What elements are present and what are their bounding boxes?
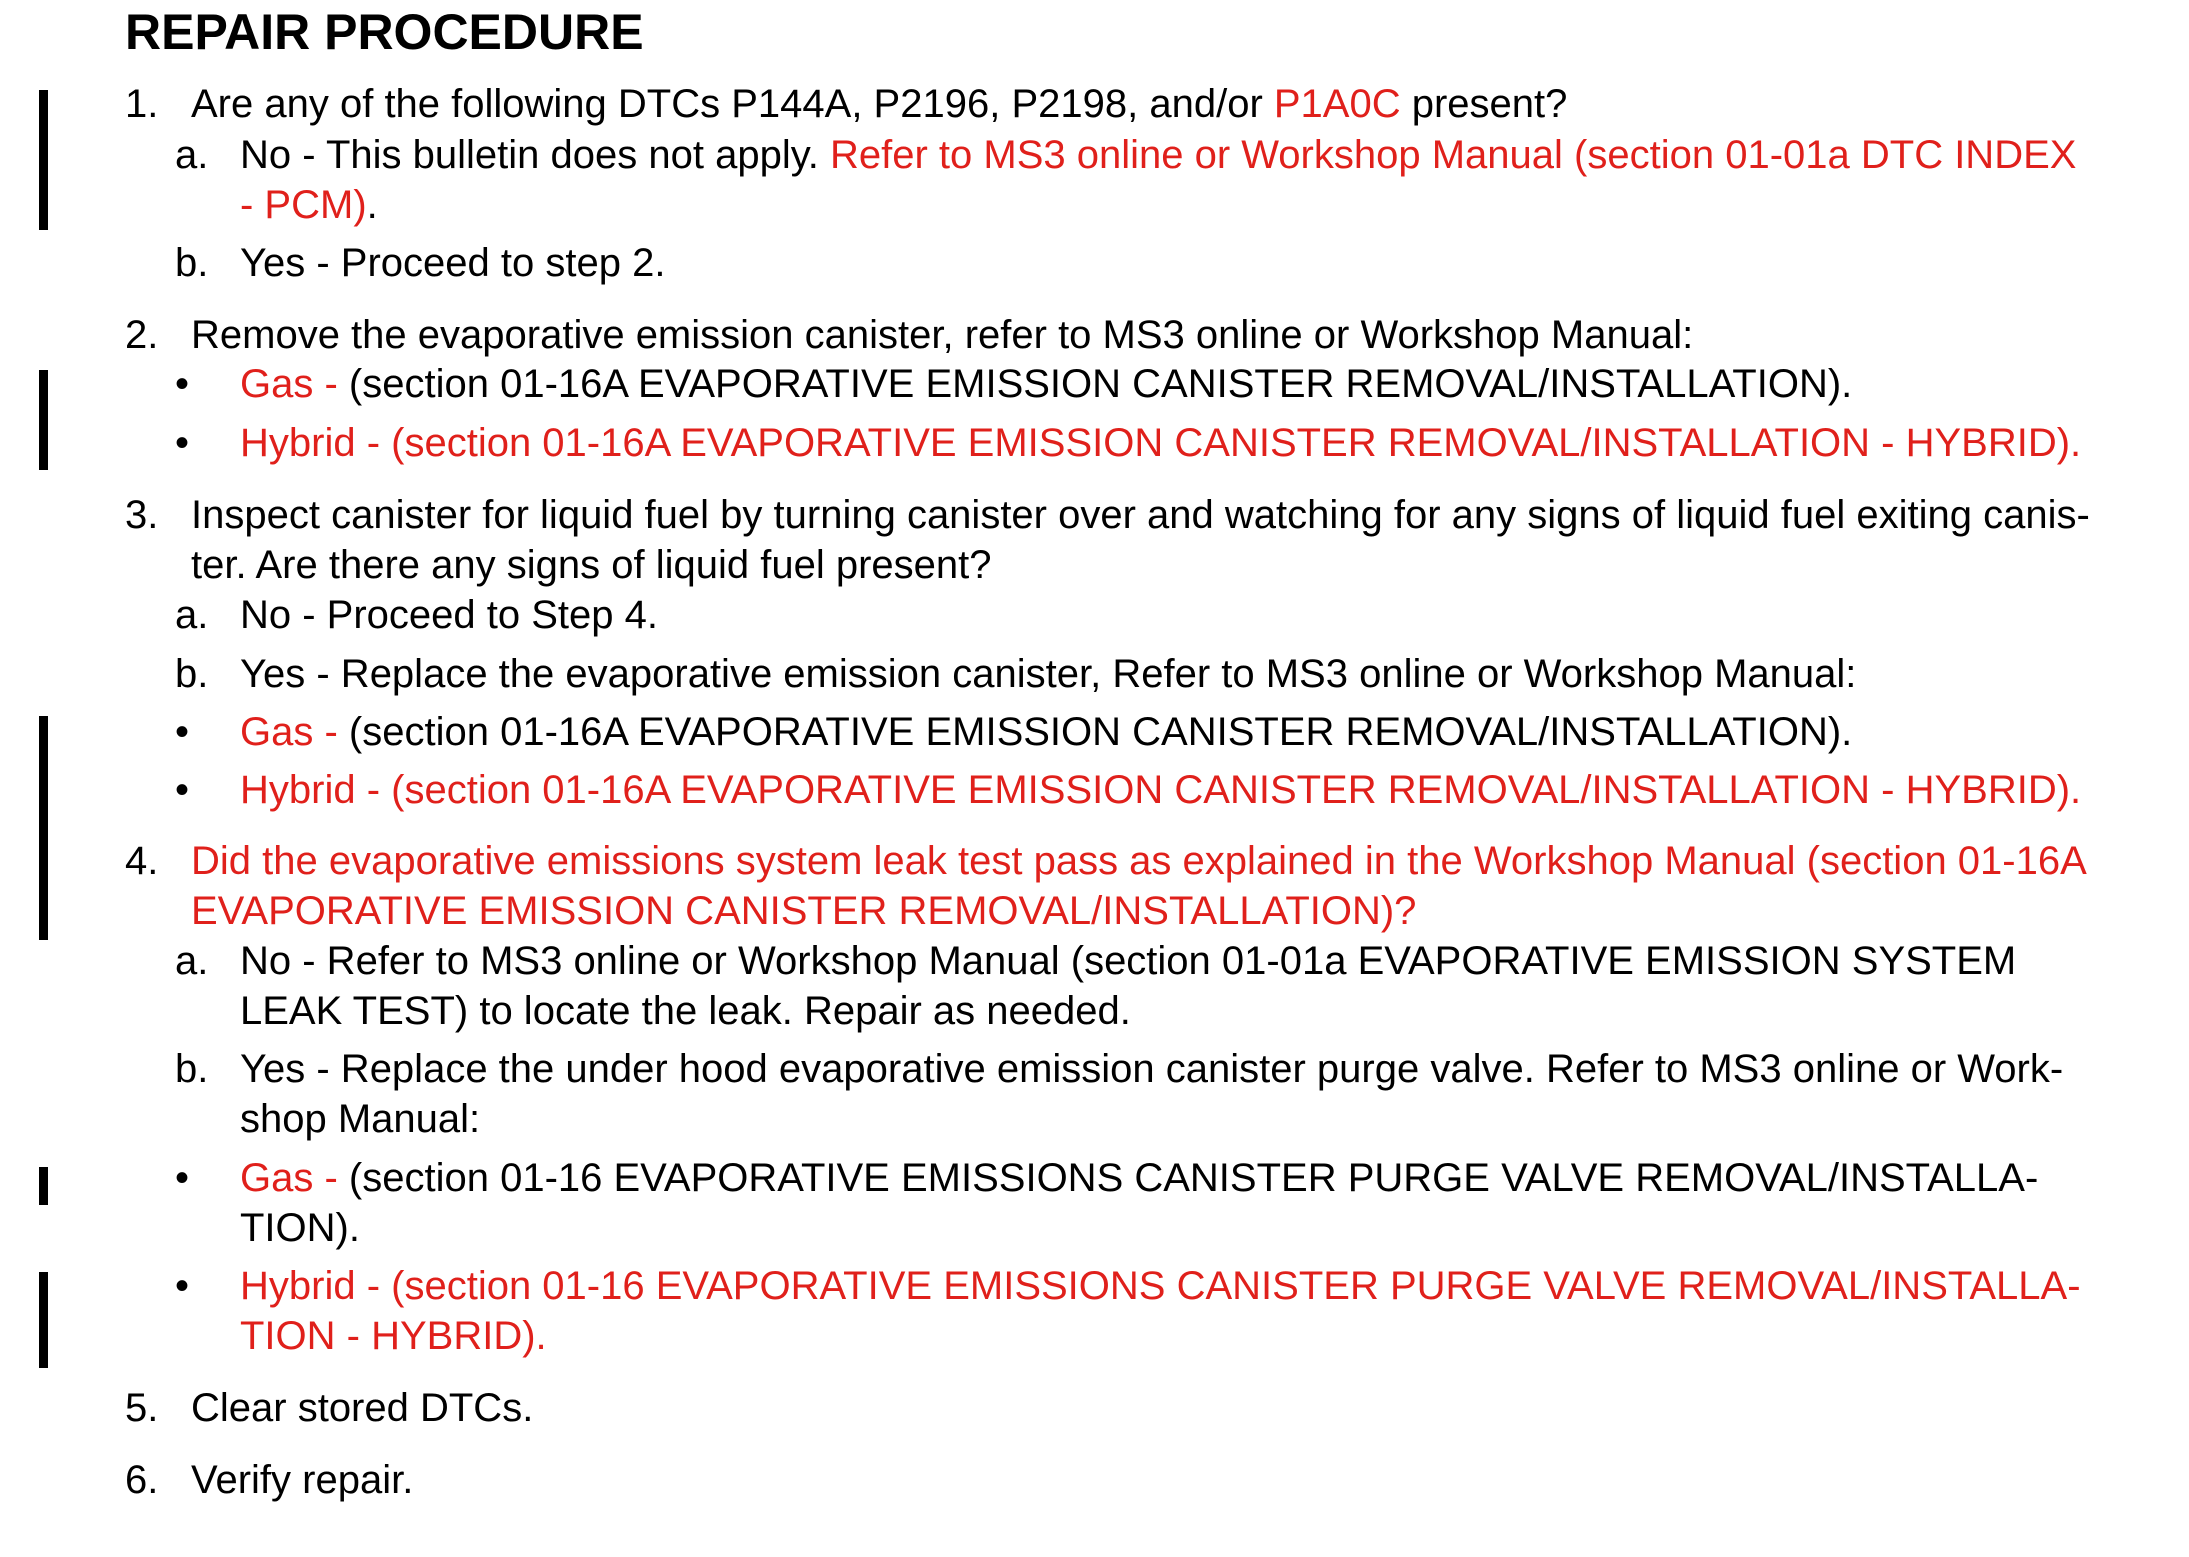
change-bar: [39, 370, 48, 470]
step-3-hybrid-bullet: Hybrid - (section 01-16A EVAPORATIVE EMISSION CANISTER REMOVAL/INSTALLATION - HYBRID).: [240, 768, 2082, 812]
step-3a-marker: a.: [175, 593, 209, 637]
step-3-gas-bullet: Gas - (section 01-16A EVAPORATIVE EMISSION CANISTER REMOVAL/INSTALLATION).: [240, 710, 1853, 754]
step-3-text: Inspect canister for liquid fuel by turning canister over and watching for any signs of liquid fuel exiting canis-: [191, 493, 2090, 537]
bullet-marker: •: [175, 1264, 190, 1308]
step-3b-text: Yes - Replace the evaporative emission canister, Refer to MS3 online or Workshop Manual:: [240, 652, 1857, 696]
step-3-text-cont: ter. Are there any signs of liquid fuel present?: [191, 543, 992, 587]
section-title: REPAIR PROCEDURE: [125, 4, 644, 60]
step-5-text: Clear stored DTCs.: [191, 1386, 534, 1430]
step-1b-text: Yes - Proceed to step 2.: [240, 241, 666, 285]
step-4-gas-bullet-cont: TION).: [240, 1206, 360, 1250]
bullet-marker: •: [175, 421, 190, 465]
step-2-text: Remove the evaporative emission canister, refer to MS3 online or Workshop Manual:: [191, 313, 1694, 357]
step-1-number: 1.: [125, 82, 159, 126]
change-bar: [39, 1167, 48, 1205]
step-4a-marker: a.: [175, 939, 209, 983]
step-4-gas-bullet: Gas - (section 01-16 EVAPORATIVE EMISSIONS CANISTER PURGE VALVE REMOVAL/INSTALLA-: [240, 1156, 2039, 1200]
step-4b-text: Yes - Replace the under hood evaporative emission canister purge valve. Refer to MS3 online or Work-: [240, 1047, 2064, 1091]
step-6-number: 6.: [125, 1458, 159, 1502]
manual-reference: Refer to MS3 online or Workshop Manual (section 01-01a DTC INDEX: [829, 133, 2077, 177]
bullet-marker: •: [175, 710, 190, 754]
bullet-marker: •: [175, 362, 190, 406]
step-2-hybrid-bullet: Hybrid - (section 01-16A EVAPORATIVE EMISSION CANISTER REMOVAL/INSTALLATION - HYBRID).: [240, 421, 2082, 465]
step-6-text: Verify repair.: [191, 1458, 414, 1502]
step-4-hybrid-bullet: Hybrid - (section 01-16 EVAPORATIVE EMISSIONS CANISTER PURGE VALVE REMOVAL/INSTALLA-: [240, 1264, 2081, 1308]
change-bar: [39, 716, 48, 940]
step-1b-marker: b.: [175, 241, 209, 285]
step-2-number: 2.: [125, 313, 159, 357]
step-3a-text: No - Proceed to Step 4.: [240, 593, 659, 637]
step-4b-marker: b.: [175, 1047, 209, 1091]
step-1a-text-cont: - PCM).: [240, 183, 378, 227]
bullet-marker: •: [175, 768, 190, 812]
step-4a-text: No - Refer to MS3 online or Workshop Manual (section 01-01a EVAPORATIVE EMISSION SYSTEM: [240, 939, 2017, 983]
step-5-number: 5.: [125, 1386, 159, 1430]
change-bar: [39, 1272, 48, 1368]
step-4-number: 4.: [125, 839, 159, 883]
change-bar: [39, 90, 48, 230]
step-3-number: 3.: [125, 493, 159, 537]
step-3b-marker: b.: [175, 652, 209, 696]
step-4a-text-cont: LEAK TEST) to locate the leak. Repair as needed.: [240, 989, 1131, 1033]
step-2-gas-bullet: Gas - (section 01-16A EVAPORATIVE EMISSION CANISTER REMOVAL/INSTALLATION).: [240, 362, 1853, 406]
bullet-marker: •: [175, 1156, 190, 1200]
step-4-text-cont: EVAPORATIVE EMISSION CANISTER REMOVAL/INSTALLATION)?: [191, 889, 1417, 933]
step-1a-marker: a.: [175, 133, 209, 177]
revised-dtc: P1A0C: [1273, 82, 1401, 126]
step-1-text: Are any of the following DTCs P144A, P2196, P2198, and/or P1A0C present?: [191, 82, 1568, 126]
step-4-text: Did the evaporative emissions system leak test pass as explained in the Workshop Manual (section 01-16A: [191, 839, 2087, 883]
step-4-hybrid-bullet-cont: TION - HYBRID).: [240, 1314, 547, 1358]
step-1a-text: No - This bulletin does not apply. Refer to MS3 online or Workshop Manual (section 01-01a DTC INDEX: [240, 133, 2077, 177]
step-4b-text-cont: shop Manual:: [240, 1097, 481, 1141]
